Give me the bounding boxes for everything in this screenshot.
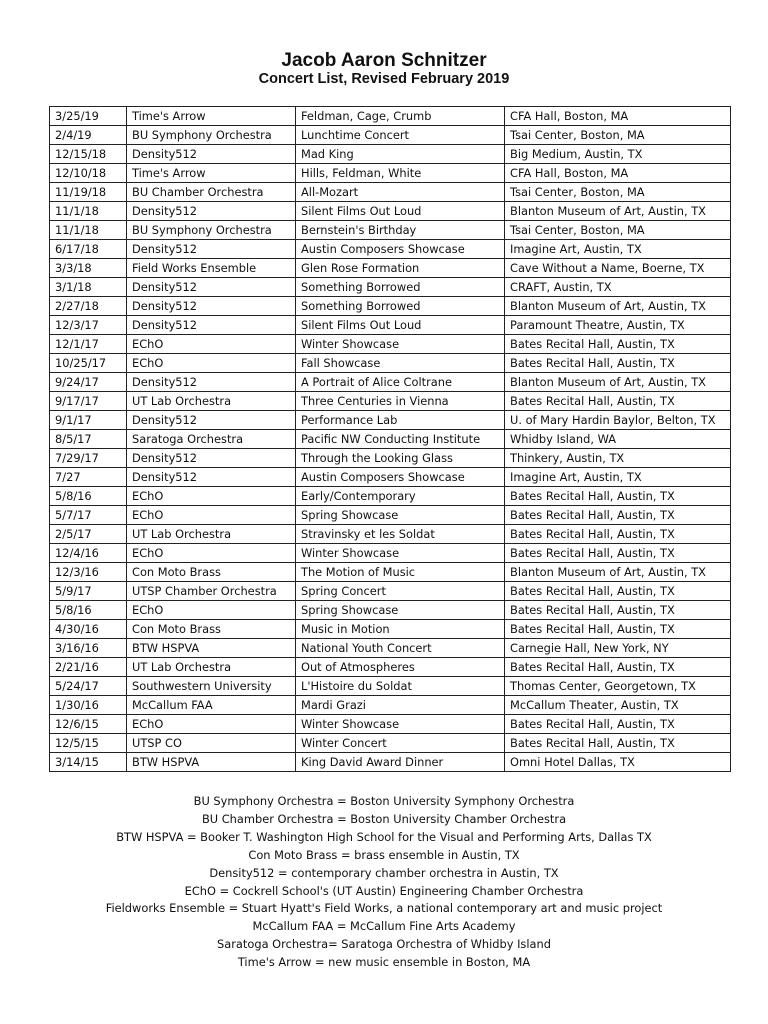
concert-ensemble: Density512: [127, 202, 296, 221]
concert-ensemble: McCallum FAA: [127, 696, 296, 715]
table-row: [50, 145, 731, 164]
concert-program: Spring Showcase: [296, 601, 505, 620]
concert-date: 12/4/16: [50, 544, 127, 563]
concert-program: National Youth Concert: [296, 639, 505, 658]
concert-date: 11/19/18: [50, 183, 127, 202]
concert-ensemble: UTSP Chamber Orchestra: [127, 582, 296, 601]
table-row: [50, 677, 731, 696]
table-row: [50, 487, 731, 506]
abbreviation-legend: [0, 793, 768, 972]
concert-program: Mad King: [296, 145, 505, 164]
concert-date: 11/1/18: [50, 221, 127, 240]
table-row: [50, 696, 731, 715]
concert-venue: Bates Recital Hall, Austin, TX: [505, 601, 731, 620]
concert-venue: Blanton Museum of Art, Austin, TX: [505, 373, 731, 392]
concert-venue: Tsai Center, Boston, MA: [505, 126, 731, 145]
table-row: [50, 582, 731, 601]
table-row: [50, 525, 731, 544]
concert-program: Early/Contemporary: [296, 487, 505, 506]
table-row: [50, 126, 731, 145]
legend-line: BU Symphony Orchestra = Boston University Symphony Orchestra: [193, 794, 575, 808]
concert-program: Feldman, Cage, Crumb: [296, 107, 505, 126]
concert-ensemble: BU Chamber Orchestra: [127, 183, 296, 202]
concert-venue: McCallum Theater, Austin, TX: [505, 696, 731, 715]
concert-program: Spring Showcase: [296, 506, 505, 525]
concert-date: 5/8/16: [50, 601, 127, 620]
concert-program: Mardi Grazi: [296, 696, 505, 715]
table-row: [50, 259, 731, 278]
concert-ensemble: Density512: [127, 316, 296, 335]
table-row: [50, 183, 731, 202]
legend-line: Time's Arrow = new music ensemble in Boston, MA: [237, 955, 531, 970]
table-row: [50, 335, 731, 354]
concert-venue: Bates Recital Hall, Austin, TX: [505, 525, 731, 544]
table-row: [50, 563, 731, 582]
concert-ensemble: BU Symphony Orchestra: [127, 221, 296, 240]
concert-date: 12/5/15: [50, 734, 127, 753]
concert-venue: Cave Without a Name, Boerne, TX: [505, 259, 731, 278]
concert-ensemble: Density512: [127, 411, 296, 430]
concert-program: Glen Rose Formation: [296, 259, 505, 278]
concert-ensemble: Con Moto Brass: [127, 620, 296, 639]
table-row: [50, 107, 731, 126]
concert-date: 2/5/17: [50, 525, 127, 544]
concert-date: 2/27/18: [50, 297, 127, 316]
table-row: [50, 544, 731, 563]
concert-venue: Blanton Museum of Art, Austin, TX: [505, 297, 731, 316]
concert-program: Stravinsky et les Soldat: [296, 525, 505, 544]
concert-ensemble: Southwestern University: [127, 677, 296, 696]
concert-ensemble: Density512: [127, 449, 296, 468]
concert-venue: Paramount Theatre, Austin, TX: [505, 316, 731, 335]
concert-program: Music in Motion: [296, 620, 505, 639]
concert-program: Winter Showcase: [296, 335, 505, 354]
concert-program: All-Mozart: [296, 183, 505, 202]
concert-date: 7/29/17: [50, 449, 127, 468]
table-row: [50, 164, 731, 183]
table-row: [50, 316, 731, 335]
concert-program: Bernstein's Birthday: [296, 221, 505, 240]
concert-venue: Whidby Island, WA: [505, 430, 731, 449]
concert-ensemble: UTSP CO: [127, 734, 296, 753]
table-row: [50, 468, 731, 487]
concert-program: Out of Atmospheres: [296, 658, 505, 677]
table-row: [50, 297, 731, 316]
concert-venue: Bates Recital Hall, Austin, TX: [505, 392, 731, 411]
concert-date: 12/3/17: [50, 316, 127, 335]
legend-line: Density512 = contemporary chamber orchestra in Austin, TX: [209, 865, 559, 880]
table-row: [50, 278, 731, 297]
concert-venue: Blanton Museum of Art, Austin, TX: [505, 202, 731, 221]
concert-program: The Motion of Music: [296, 563, 505, 582]
concert-venue: Thinkery, Austin, TX: [505, 449, 731, 468]
concert-program: Hills, Feldman, White: [296, 164, 505, 183]
concert-venue: CRAFT, Austin, TX: [505, 278, 731, 297]
table-row: [50, 620, 731, 639]
concert-venue: Bates Recital Hall, Austin, TX: [505, 487, 731, 506]
concert-program: Three Centuries in Vienna: [296, 392, 505, 411]
concert-ensemble: EChO: [127, 715, 296, 734]
concert-venue: Bates Recital Hall, Austin, TX: [505, 715, 731, 734]
concert-program: Something Borrowed: [296, 297, 505, 316]
concert-date: 12/15/18: [50, 145, 127, 164]
concert-ensemble: Saratoga Orchestra: [127, 430, 296, 449]
concert-ensemble: EChO: [127, 335, 296, 354]
concert-date: 2/21/16: [50, 658, 127, 677]
concert-venue: Bates Recital Hall, Austin, TX: [505, 658, 731, 677]
concert-venue: Imagine Art, Austin, TX: [505, 240, 731, 259]
table-row: [50, 354, 731, 373]
concert-date: 3/25/19: [50, 107, 127, 126]
table-row: [50, 658, 731, 677]
table-row: [50, 221, 731, 240]
concert-ensemble: UT Lab Orchestra: [127, 525, 296, 544]
concert-date: 3/16/16: [50, 639, 127, 658]
concert-program: Through the Looking Glass: [296, 449, 505, 468]
concert-ensemble: BTW HSPVA: [127, 639, 296, 658]
concert-program: Something Borrowed: [296, 278, 505, 297]
concert-venue: Bates Recital Hall, Austin, TX: [505, 506, 731, 525]
concert-table-body: [50, 107, 731, 772]
concert-date: 3/1/18: [50, 278, 127, 297]
table-row: [50, 392, 731, 411]
concert-date: 2/4/19: [50, 126, 127, 145]
concert-ensemble: Density512: [127, 297, 296, 316]
concert-venue: Big Medium, Austin, TX: [505, 145, 731, 164]
legend-line: BU Chamber Orchestra = Boston University Chamber Orchestra: [201, 811, 567, 826]
table-row: [50, 202, 731, 221]
table-row: [50, 639, 731, 658]
concert-date: 7/27: [50, 468, 127, 487]
concert-ensemble: BU Symphony Orchestra: [127, 126, 296, 145]
legend-line: BTW HSPVA = Booker T. Washington High School for the Visual and Performing Arts, Dallas TX: [116, 829, 652, 844]
concert-date: 5/8/16: [50, 487, 127, 506]
concert-table: [49, 106, 731, 772]
concert-date: 10/25/17: [50, 354, 127, 373]
concert-ensemble: UT Lab Orchestra: [127, 392, 296, 411]
concert-program: Lunchtime Concert: [296, 126, 505, 145]
concert-date: 1/30/16: [50, 696, 127, 715]
table-row: [50, 373, 731, 392]
concert-date: 12/3/16: [50, 563, 127, 582]
concert-venue: Thomas Center, Georgetown, TX: [505, 677, 731, 696]
concert-program: King David Award Dinner: [296, 753, 505, 772]
concert-program: Winter Concert: [296, 734, 505, 753]
concert-program: Winter Showcase: [296, 715, 505, 734]
concert-date: 3/14/15: [50, 753, 127, 772]
concert-date: 12/1/17: [50, 335, 127, 354]
concert-ensemble: Density512: [127, 278, 296, 297]
table-row: [50, 240, 731, 259]
concert-program: L'Histoire du Soldat: [296, 677, 505, 696]
concert-venue: Tsai Center, Boston, MA: [505, 221, 731, 240]
document-title: Jacob Aaron Schnitzer: [281, 50, 487, 71]
concert-ensemble: Field Works Ensemble: [127, 259, 296, 278]
concert-date: 4/30/16: [50, 620, 127, 639]
concert-ensemble: Density512: [127, 145, 296, 164]
table-row: [50, 753, 731, 772]
concert-venue: Bates Recital Hall, Austin, TX: [505, 734, 731, 753]
concert-venue: Bates Recital Hall, Austin, TX: [505, 620, 731, 639]
concert-program: Spring Concert: [296, 582, 505, 601]
concert-ensemble: EChO: [127, 601, 296, 620]
legend-line: Con Moto Brass = brass ensemble in Austin, TX: [248, 847, 520, 862]
concert-date: 6/17/18: [50, 240, 127, 259]
legend-line: McCallum FAA = McCallum Fine Arts Academy: [252, 919, 516, 934]
table-row: [50, 506, 731, 525]
concert-date: 8/5/17: [50, 430, 127, 449]
concert-program: Silent Films Out Loud: [296, 316, 505, 335]
concert-date: 9/1/17: [50, 411, 127, 430]
concert-venue: Tsai Center, Boston, MA: [505, 183, 731, 202]
concert-ensemble: Time's Arrow: [127, 107, 296, 126]
concert-date: 12/6/15: [50, 715, 127, 734]
table-row: [50, 601, 731, 620]
concert-ensemble: EChO: [127, 544, 296, 563]
document-subtitle: Concert List, Revised February 2019: [258, 71, 510, 87]
concert-ensemble: Time's Arrow: [127, 164, 296, 183]
concert-venue: Blanton Museum of Art, Austin, TX: [505, 563, 731, 582]
concert-program: Silent Films Out Loud: [296, 202, 505, 221]
concert-program: Winter Showcase: [296, 544, 505, 563]
concert-ensemble: BTW HSPVA: [127, 753, 296, 772]
concert-date: 9/24/17: [50, 373, 127, 392]
concert-venue: CFA Hall, Boston, MA: [505, 107, 731, 126]
concert-date: 5/9/17: [50, 582, 127, 601]
concert-program: A Portrait of Alice Coltrane: [296, 373, 505, 392]
concert-venue: U. of Mary Hardin Baylor, Belton, TX: [505, 411, 731, 430]
concert-program: Fall Showcase: [296, 354, 505, 373]
concert-date: 3/3/18: [50, 259, 127, 278]
concert-venue: CFA Hall, Boston, MA: [505, 164, 731, 183]
concert-venue: Bates Recital Hall, Austin, TX: [505, 582, 731, 601]
concert-venue: Bates Recital Hall, Austin, TX: [505, 354, 731, 373]
concert-ensemble: Density512: [127, 373, 296, 392]
concert-date: 5/24/17: [50, 677, 127, 696]
concert-ensemble: Density512: [127, 240, 296, 259]
table-row: [50, 411, 731, 430]
table-row: [50, 715, 731, 734]
concert-ensemble: EChO: [127, 354, 296, 373]
concert-program: Performance Lab: [296, 411, 505, 430]
concert-venue: Omni Hotel Dallas, TX: [505, 753, 731, 772]
concert-date: 9/17/17: [50, 392, 127, 411]
concert-venue: Imagine Art, Austin, TX: [505, 468, 731, 487]
concert-venue: Carnegie Hall, New York, NY: [505, 639, 731, 658]
concert-program: Austin Composers Showcase: [296, 240, 505, 259]
concert-ensemble: EChO: [127, 487, 296, 506]
concert-ensemble: UT Lab Orchestra: [127, 658, 296, 677]
concert-date: 5/7/17: [50, 506, 127, 525]
concert-date: 12/10/18: [50, 164, 127, 183]
concert-ensemble: Con Moto Brass: [127, 563, 296, 582]
concert-venue: Bates Recital Hall, Austin, TX: [505, 335, 731, 354]
legend-line: EChO = Cockrell School's (UT Austin) Engineering Chamber Orchestra: [184, 883, 584, 898]
table-row: [50, 430, 731, 449]
table-row: [50, 734, 731, 753]
concert-program: Pacific NW Conducting Institute: [296, 430, 505, 449]
concert-ensemble: Density512: [127, 468, 296, 487]
concert-program: Austin Composers Showcase: [296, 468, 505, 487]
concert-venue: Bates Recital Hall, Austin, TX: [505, 544, 731, 563]
legend-line: Saratoga Orchestra= Saratoga Orchestra of Whidby Island: [217, 937, 551, 952]
table-row: [50, 449, 731, 468]
concert-ensemble: EChO: [127, 506, 296, 525]
legend-line: Fieldworks Ensemble = Stuart Hyatt's Field Works, a national contemporary art and music project: [105, 901, 663, 916]
concert-date: 11/1/18: [50, 202, 127, 221]
